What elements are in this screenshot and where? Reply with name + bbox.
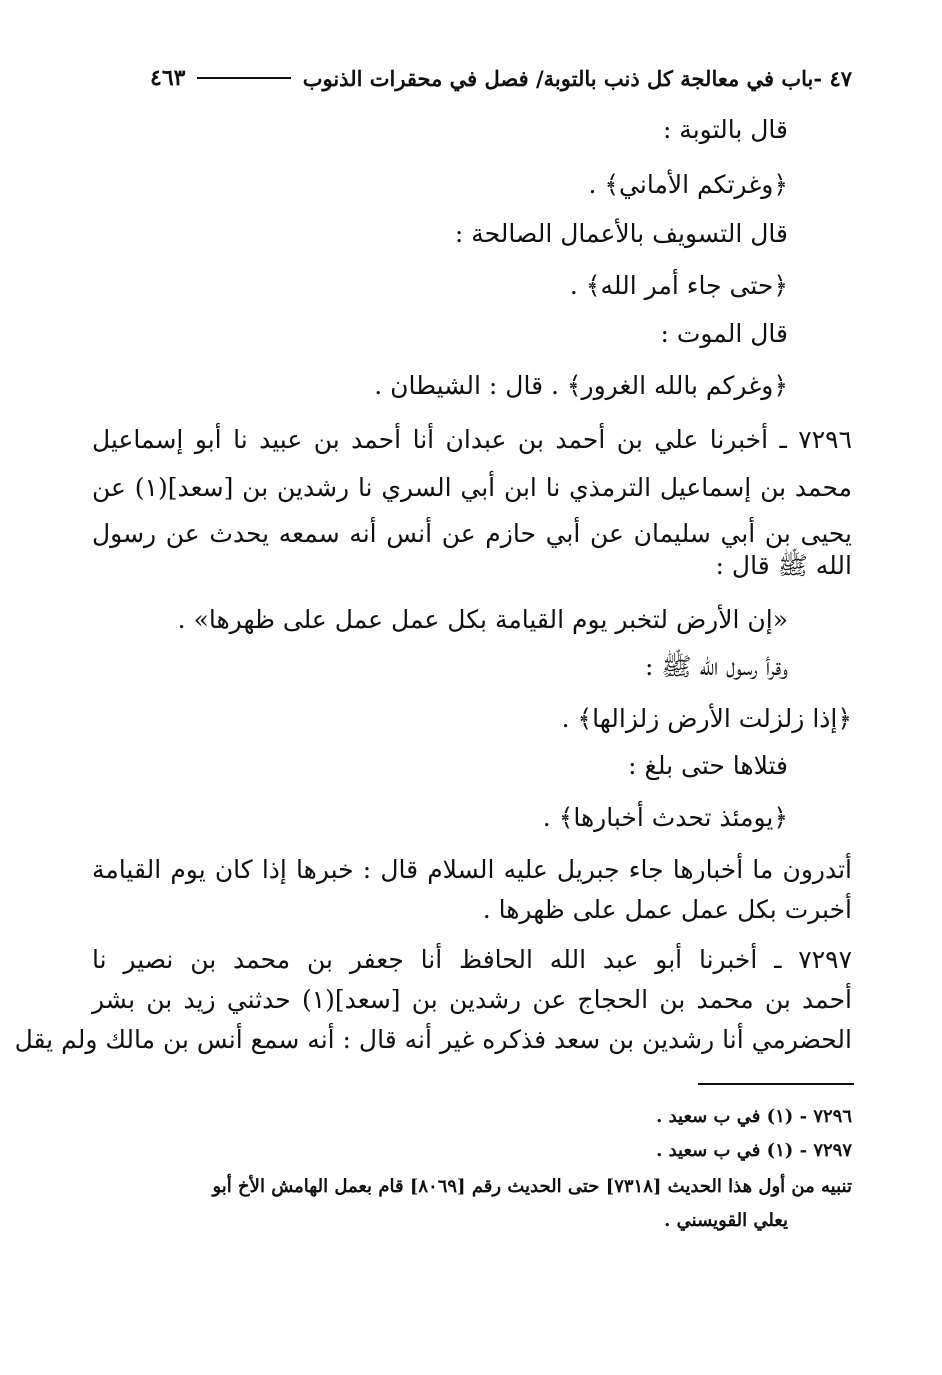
quran-verse: ﴿يومئذ تحدث أخبارها﴾ .	[542, 803, 788, 832]
hadith-7296-line: ٧٢٩٦ ـ أخبرنا علي بن أحمد بن عبدان أنا أحمد بن عبيد نا أبو إسماعيل	[92, 425, 852, 454]
quran-verse: ﴿وغركم بالله الغرور﴾ . قال : الشيطان .	[374, 371, 788, 400]
hadith-7296-line: الله ﷺ قال :	[715, 551, 852, 580]
hadith-7297-line: أحمد بن محمد بن الحجاج عن رشدين بن [سعد](١) حدثني زيد بن بشر	[92, 985, 853, 1014]
page-number: ٤٦٣	[150, 65, 186, 91]
hadith-text: «إن الأرض لتخبر يوم القيامة بكل عمل عمل على ظهرها» .	[177, 605, 788, 634]
text-line: أتدرون ما أخبارها جاء جبريل عليه السلام قال : خبرها إذا كان يوم القيامة	[92, 855, 852, 884]
footnote: ٧٢٩٦ - (١) في ب سعيد .	[656, 1106, 852, 1127]
footnote-note: تنبيه من أول هذا الحديث [٧٣١٨] حتى الحديث رقم [٨٠٦٩] قام بعمل الهامش الأخ أبو	[212, 1176, 852, 1197]
footnote-note: يعلي القويسني .	[664, 1210, 788, 1231]
text-line: قال بالتوبة :	[662, 115, 788, 144]
hadith-7296-line: محمد بن إسماعيل الترمذي نا ابن أبي السري نا رشدين بن [سعد](١) عن	[92, 473, 852, 502]
header-rule	[197, 77, 290, 79]
quran-verse: ﴿حتى جاء أمر الله﴾ .	[569, 271, 788, 300]
hadith-7297-line: ٧٢٩٧ ـ أخبرنا أبو عبد الله الحافظ أنا جعفر بن محمد بن نصير نا	[92, 945, 852, 974]
text-line: فتلاها حتى بلغ :	[628, 751, 788, 780]
hadith-7297-line: الحضرمي أنا رشدين بن سعد فذكره غير أنه قال : أنه سمع أنس بن مالك ولم يقل	[14, 1025, 852, 1054]
hadith-7296-line: يحيى بن أبي سليمان عن أبي حازم عن أنس أنه سمعه يحدث عن رسول	[92, 519, 852, 548]
header-title: ٤٧ -باب في معالجة كل ذنب بالتوبة/ فصل في محقرات الذنوب	[302, 65, 852, 91]
quran-verse: ﴿وغرتكم الأماني﴾ .	[588, 170, 788, 199]
text-line: أخبرت بكل عمل عمل على ظهرها .	[482, 895, 852, 924]
running-header	[150, 58, 852, 98]
text-line: قال الموت :	[660, 319, 788, 348]
text-line: وقرأ رسول الله ﷺ :	[645, 652, 788, 681]
footnote: ٧٢٩٧ - (١) في ب سعيد .	[656, 1140, 852, 1161]
quran-verse: ﴿إذا زلزلت الأرض زلزالها﴾ .	[561, 704, 852, 733]
footnote-separator	[698, 1083, 854, 1085]
text-line: قال التسويف بالأعمال الصالحة :	[454, 219, 788, 248]
